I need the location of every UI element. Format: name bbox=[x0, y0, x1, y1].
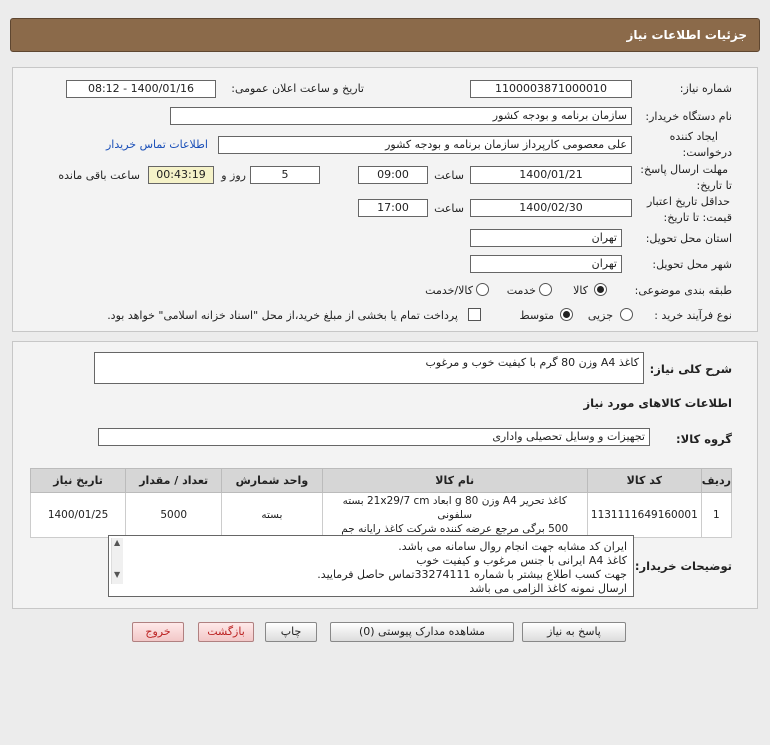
treasury-note: پرداخت تمام یا بخشی از مبلغ خرید،از محل "اسناد خزانه اسلامی" خواهد بود. bbox=[107, 309, 458, 322]
process-radio-minor[interactable] bbox=[620, 308, 633, 321]
creator-field: علی معصومی کارپرداز سازمان برنامه و بودجه کشور bbox=[218, 136, 632, 154]
cell-row: 1 bbox=[701, 493, 731, 538]
buyer-note-line-4: ارسال نمونه کاغذ الزامی می باشد bbox=[469, 582, 627, 595]
treasury-checkbox[interactable] bbox=[468, 308, 481, 321]
cell-date: 1400/01/25 bbox=[31, 493, 126, 538]
creator-label-1: ایجاد کننده bbox=[669, 130, 718, 143]
buyer-note-line-3: جهت کسب اطلاع بیشتر با شماره 33274111تماس حاصل فرمایید. bbox=[317, 568, 627, 581]
days-label: روز و bbox=[221, 169, 246, 182]
announce-field: 1400/01/16 - 08:12 bbox=[66, 80, 216, 98]
scroll-up-icon[interactable]: ▲ bbox=[114, 538, 121, 547]
goods-section-title: اطلاعات کالاهای مورد نیاز bbox=[583, 396, 732, 410]
deadline-date-field: 1400/01/21 bbox=[470, 166, 632, 184]
scroll-down-icon[interactable]: ▼ bbox=[114, 570, 121, 579]
buyer-note-line-1: ایران کد مشابه جهت انجام روال سامانه می باشد. bbox=[398, 540, 627, 553]
col-qty: تعداد / مقدار bbox=[126, 469, 222, 493]
category-radio-goods-service[interactable] bbox=[476, 283, 489, 296]
notes-scrollbar[interactable] bbox=[111, 538, 123, 584]
reply-button[interactable]: پاسخ به نیاز bbox=[522, 622, 626, 642]
buyer-org-label: نام دستگاه خریدار: bbox=[645, 110, 732, 123]
city-label: شهر محل تحویل: bbox=[652, 258, 732, 271]
validity-time-label: ساعت bbox=[434, 202, 464, 215]
goods-group-field: تجهیزات و وسایل تحصیلی واداری bbox=[98, 428, 650, 446]
creator-label-2: درخواست: bbox=[682, 146, 732, 159]
process-label: نوع فرآیند خرید : bbox=[654, 309, 732, 322]
col-name: نام کالا bbox=[322, 469, 587, 493]
need-number-field: 1100003871000010 bbox=[470, 80, 632, 98]
process-option-minor: جزیی bbox=[587, 309, 613, 322]
validity-label-1: حداقل تاریخ اعتبار bbox=[646, 195, 730, 208]
cell-name bbox=[322, 493, 587, 538]
page-title: جزئیات اطلاعات نیاز bbox=[626, 28, 747, 42]
province-label: استان محل تحویل: bbox=[645, 232, 732, 245]
col-unit: واحد شمارش bbox=[222, 469, 322, 493]
buyer-notes-label: توضیحات خریدار: bbox=[634, 559, 732, 573]
city-field: تهران bbox=[470, 255, 622, 273]
deadline-label-1: مهلت ارسال پاسخ: bbox=[640, 163, 728, 176]
province-field: تهران bbox=[470, 229, 622, 247]
remaining-time-field: 00:43:19 bbox=[148, 166, 214, 184]
goods-group-label: گروه کالا: bbox=[676, 432, 732, 446]
deadline-label-2: تا تاریخ: bbox=[696, 179, 732, 192]
remaining-label: ساعت باقی مانده bbox=[58, 169, 140, 182]
validity-label-2: قیمت: تا تاریخ: bbox=[663, 211, 732, 224]
buyer-note-line-2: کاغذ A4 ایرانی با جنس مرغوب و کیفیت خوب bbox=[416, 554, 627, 567]
cell-code: 1131111649160001 bbox=[587, 493, 701, 538]
process-radio-medium[interactable] bbox=[560, 308, 573, 321]
print-button[interactable]: چاپ bbox=[265, 622, 317, 642]
category-label: طبقه بندی موضوعی: bbox=[634, 284, 732, 297]
deadline-time-label: ساعت bbox=[434, 169, 464, 182]
table-row bbox=[31, 493, 732, 538]
validity-time-field: 17:00 bbox=[358, 199, 428, 217]
cell-unit: بسته bbox=[222, 493, 322, 538]
category-radio-service[interactable] bbox=[539, 283, 552, 296]
category-option-goods-service: کالا/خدمت bbox=[425, 284, 473, 297]
category-option-service: خدمت bbox=[506, 284, 536, 297]
buyer-notes-textarea[interactable] bbox=[108, 535, 634, 597]
category-radio-goods[interactable] bbox=[594, 283, 607, 296]
process-option-medium: متوسط bbox=[519, 309, 554, 322]
attachments-button[interactable]: مشاهده مدارک پیوستی (0) bbox=[330, 622, 514, 642]
days-field: 5 bbox=[250, 166, 320, 184]
summary-field: کاغذ A4 وزن 80 گرم با کیفیت خوب و مرغوب bbox=[94, 352, 644, 384]
col-date: تاریخ نیاز bbox=[31, 469, 126, 493]
goods-table bbox=[30, 468, 732, 538]
cell-name-line1: کاغذ تحریر A4 وزن 80 g ابعاد 21x29/7 cm بسته سلفونی bbox=[342, 495, 567, 521]
contact-info-link[interactable]: اطلاعات تماس خریدار bbox=[106, 138, 208, 151]
validity-date-field: 1400/02/30 bbox=[470, 199, 632, 217]
cell-qty: 5000 bbox=[126, 493, 222, 538]
exit-button[interactable]: خروج bbox=[132, 622, 184, 642]
buyer-org-field: سازمان برنامه و بودجه کشور bbox=[170, 107, 632, 125]
back-button[interactable]: بازگشت bbox=[198, 622, 254, 642]
cell-name-line2: 500 برگی مرجع عرضه کننده شرکت کاغذ رایانه جم bbox=[341, 523, 569, 535]
goods-table-header bbox=[31, 469, 732, 493]
deadline-time-field: 09:00 bbox=[358, 166, 428, 184]
announce-label: تاریخ و ساعت اعلان عمومی: bbox=[231, 82, 364, 95]
page-header bbox=[10, 18, 760, 52]
col-code: کد کالا bbox=[587, 469, 701, 493]
category-option-goods: کالا bbox=[573, 284, 588, 297]
col-row: ردیف bbox=[701, 469, 731, 493]
summary-label: شرح کلی نیاز: bbox=[649, 362, 732, 376]
need-number-label: شماره نیاز: bbox=[679, 82, 732, 95]
